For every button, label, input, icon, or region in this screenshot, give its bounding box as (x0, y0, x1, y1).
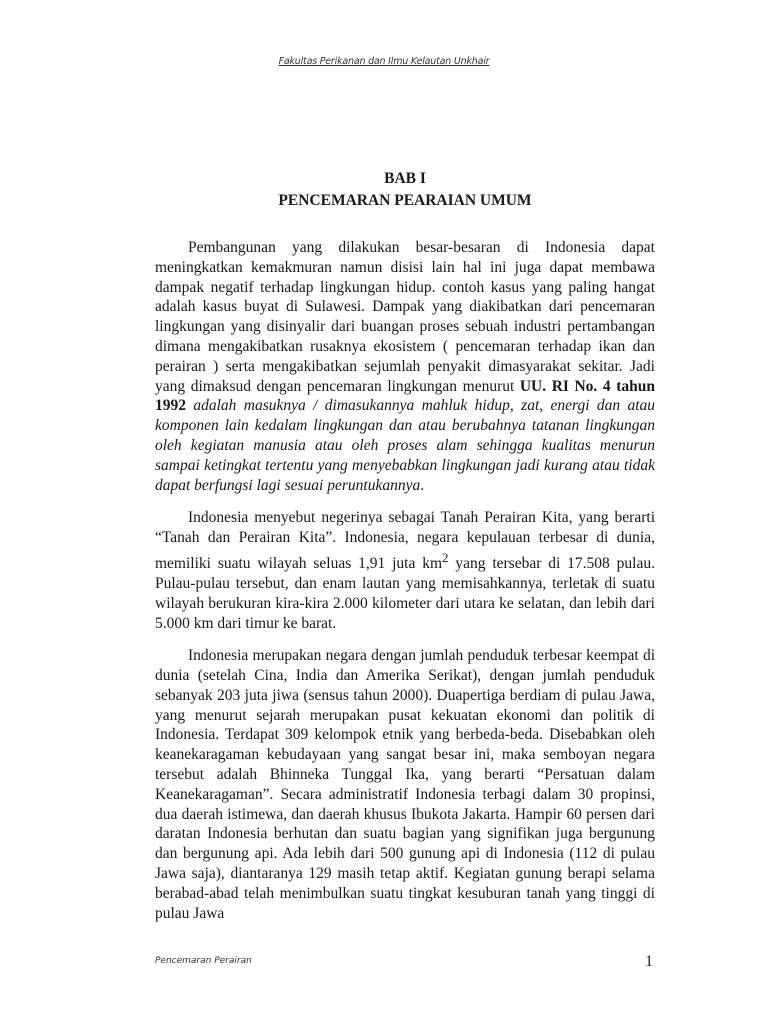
paragraph-end: . (420, 476, 425, 494)
chapter-heading (155, 168, 655, 212)
definition-text: adalah masuknya / dimasukannya mahluk hidup, zat, energi dan atau komponen lain kedalam lingkungan dan atau berubahnya tatanan lingkungan oleh kegiatan manusia atau oleh proses alam sehingga kualitas menurun sampai ketingkat tertentu yang menyebabkan lingkungan jadi kurang atau tidak dapat berfungsi lagi sesuai peruntukannya (155, 397, 656, 494)
superscript: 2 (442, 549, 449, 565)
paragraph-text: Indonesia menyebut negerinya sebagai Tanah Perairan Kita, yang berarti “Tanah dan Perairan Kita”. Indonesia, negara kepulauan terbesar di dunia, memiliki suatu wilayah seluas 1,91 juta km (155, 509, 655, 573)
running-header: Fakultas Perikanan dan Ilmu Kelautan Unkhair (278, 56, 490, 67)
paragraph (155, 238, 655, 495)
chapter-title: PENCEMARAN PEARAIAN UMUM (278, 192, 532, 209)
paragraph: Indonesia merupakan negara dengan jumlah penduduk terbesar keempat di dunia (setelah Cina, India dan Amerika Serikat), dengan jumlah penduduk sebanyak 203 juta jiwa (sensus tahun 2000). Duapertiga berdiam di pulau Jawa, yang menurut sejarah merupakan pusat kekuatan ekonomi dan politik di Indonesia. Terdapat 309 kelompok etnik yang berbeda-beda. Disebabkan oleh keanekaragaman kebudayaan yang sangat besar ini, maka semboyan negara tersebut adalah Bhinneka Tunggal Ika, yang berarti “Persatuan dalam Keanekaragaman”. Secara administratif Indonesia terbagi dalam 30 propinsi, dua daerah istimewa, dan daerah khusus Ibukota Jakarta. Hampir 60 persen dari daratan Indonesia berhutan dan suatu bagian yang signifikan juga bergunung dan bergunung api. Ada lebih dari 500 gunung api di Indonesia (112 di pulau Jawa saja), diantaranya 129 masih tetap aktif. Kegiatan gunung berapi selama berabad-abad telah menimbulkan suatu tingkat kesuburan tanah yang tinggi di pulau Jawa (155, 647, 655, 922)
paragraph (155, 508, 655, 633)
paragraph-text: Pembangunan yang dilakukan besar-besaran di Indonesia dapat meningkatkan kemakmuran namun disisi lain hal ini juga dapat membawa dampak negatif terhadap lingkungan hidup. contoh kasus yang paling hangat adalah kasus buyat di Sulawesi. Dampak yang diakibatkan dari pencemaran lingkungan yang disinyalir dari buangan proses sebuah industri pertambangan dimana mengakibatkan rusaknya ekosistem ( pencemaran terhadap ikan dan perairan ) serta mengakibatkan sejumlah penyakit dimasyarakat sekitar. Jadi yang dimaksud dengan pencemaran lingkungan menurut (155, 239, 655, 395)
page-number: 1 (645, 953, 653, 970)
body-text (155, 238, 655, 936)
running-footer: Pencemaran Perairan (155, 956, 252, 966)
chapter-number: BAB I (384, 170, 426, 187)
paragraph-text: yang tersebar di 17.508 pulau. Pulau-pulau tersebut, dan enam lautan yang memisahkannya, terletak di suatu wilayah berukuran kira-kira 2.000 kilometer dari utara ke selatan, dan lebih dari 5.000 km dari timur ke barat. (155, 555, 655, 632)
law-reference: UU. RI No. 4 tahun 1992 (155, 377, 655, 415)
